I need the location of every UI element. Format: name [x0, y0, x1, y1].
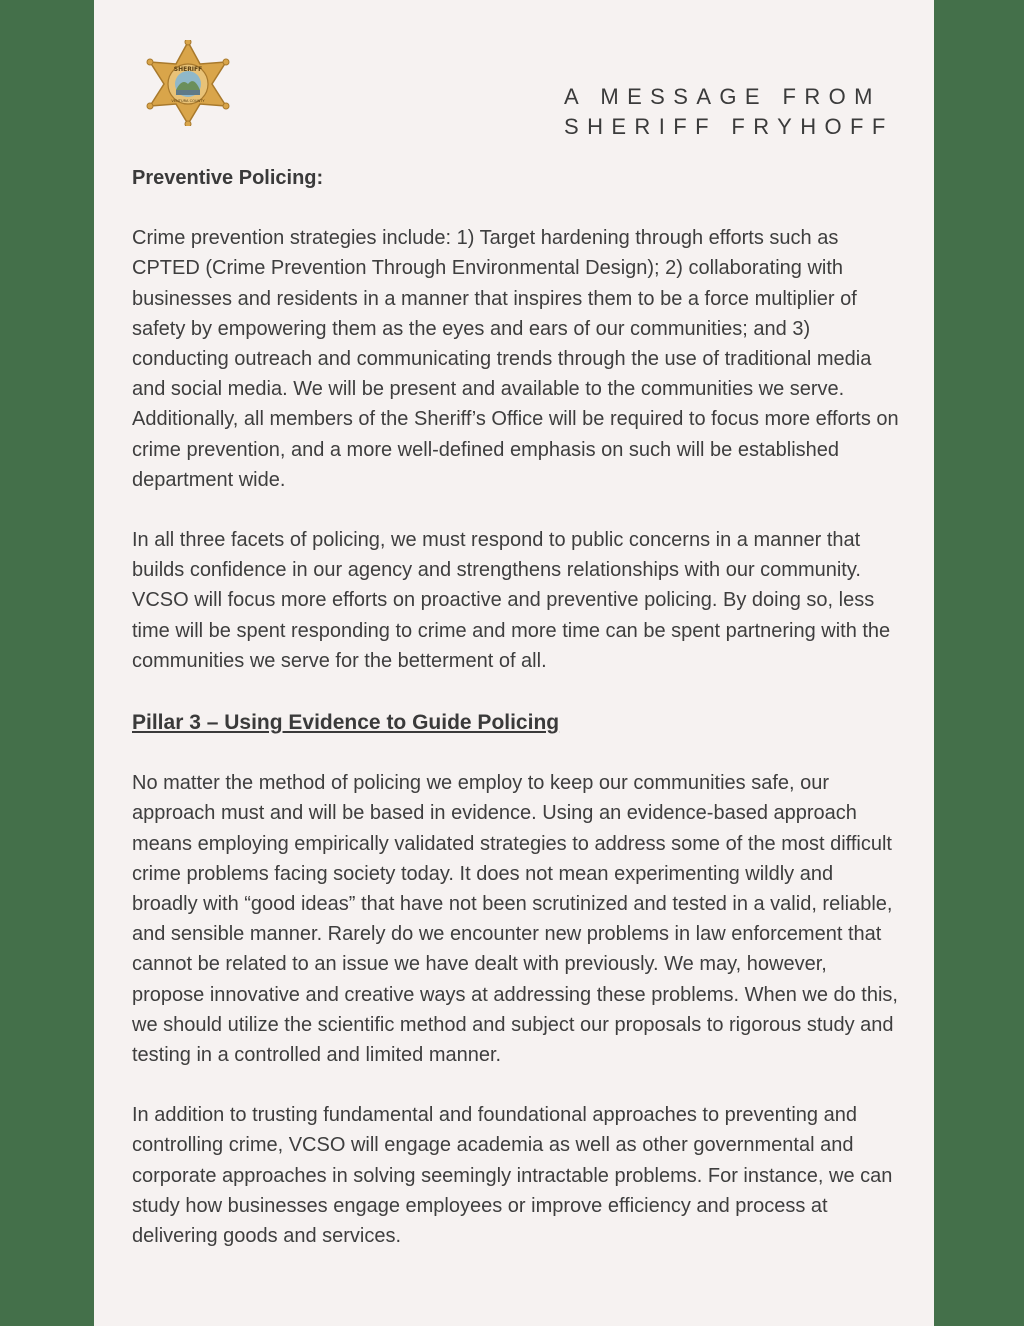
section-paragraph-1: Crime prevention strategies include: 1) Target hardening through efforts such as CPTED (Crime Prevention Through Environmental Design); 2) collaborating with businesses and residents in a manner that inspires them to be a force multiplier of safety by empowering them as the eyes and ears of our communities; and 3) conducting outreach and communicating trends through the use of traditional media and social media. We will be present and available to the communities we serve. Additionally, all members of the Sheriff’s Office will be required to focus more efforts on crime prevention, and a more well-defined emphasis on such will be established department wide. — [132, 227, 899, 491]
section-heading: Preventive Policing: — [132, 167, 324, 189]
badge-text-bottom: VENTURA COUNTY — [171, 99, 205, 103]
pillar-paragraph-1: No matter the method of policing we employ to keep our communities safe, our approach must and will be based in evidence. Using an evidence-based approach means employing empirically validated strategies to address some of the most difficult crime problems facing society today. It does not mean experimenting wildly and broadly with “good ideas” that have not been scrutinized and tested in a valid, reliable, and sensible manner. Rarely do we encounter new problems in law enforcement that cannot be related to an issue we have dealt with previously. We may, however, propose innovative and creative ways at addressing these problems. When we do this, we should utilize the scientific method and subject our proposals to rigorous study and testing in a controlled and limited manner. — [132, 772, 898, 1067]
pillar-heading: Pillar 3 – Using Evidence to Guide Policing — [132, 711, 560, 735]
body-content — [132, 163, 902, 1281]
header-title — [564, 82, 894, 142]
header-title-line1: A MESSAGE FROM — [564, 84, 881, 109]
badge-text-top: SHERIFF — [173, 66, 203, 73]
header-title-line2: SHERIFF FRYHOFF — [564, 114, 894, 139]
section-paragraph-2: In all three facets of policing, we must respond to public concerns in a manner that builds confidence in our agency and strengthens relationships with our community. VCSO will focus more efforts on proactive and preventive policing. By doing so, less time will be spent responding to crime and more time can be spent partnering with the communities we serve for the betterment of all. — [132, 529, 891, 672]
pillar-paragraph-2: In addition to trusting fundamental and foundational approaches to preventing and controlling crime, VCSO will engage academia as well as other governmental and corporate approaches in solving seemingly intractable problems. For instance, we can study how businesses engage employees or improve efficiency and process at delivering goods and services. — [132, 1104, 893, 1248]
sheriff-badge-logo — [138, 40, 238, 126]
document-page — [94, 0, 934, 1326]
